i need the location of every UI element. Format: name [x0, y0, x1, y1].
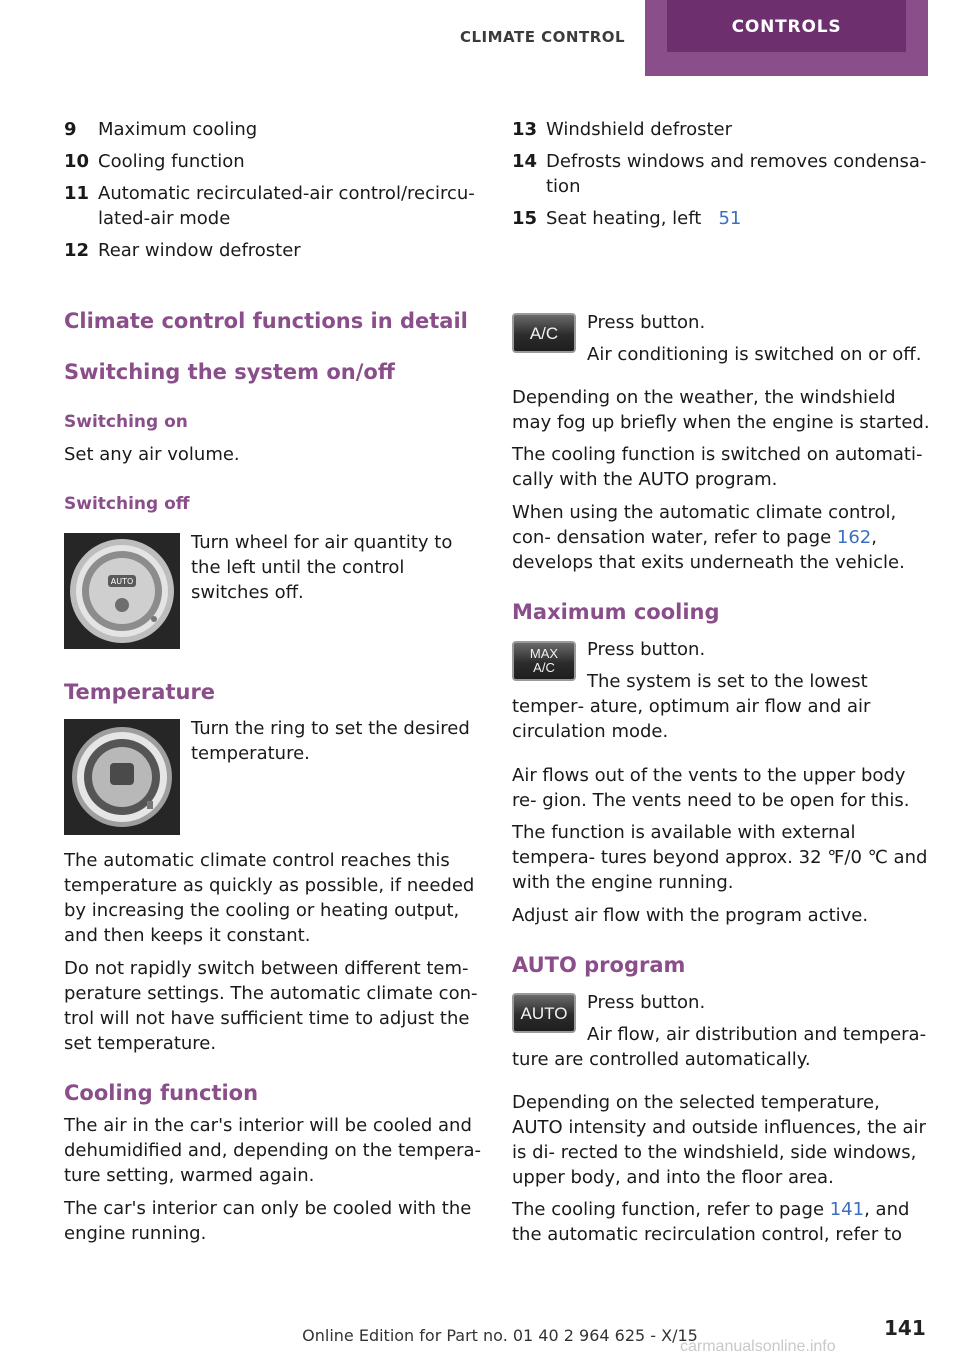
list-item-text: [546, 206, 932, 231]
page-link-141[interactable]: 141: [829, 1199, 865, 1220]
list-item-text: Maximum cooling: [98, 119, 258, 140]
footer-edition: Online Edition for Part no. 01 40 2 964 625 - X/15: [302, 1326, 698, 1345]
heading-auto-program: AUTO program: [512, 953, 686, 977]
list-item-number: 10: [64, 151, 90, 172]
text-auto-refer-a: The cooling function, refer to page: [512, 1199, 830, 1220]
text-switching-on: Set any air volume.: [64, 444, 240, 465]
list-item-number: 15: [512, 208, 538, 229]
text-auto-refer-b: , and the automatic recirculation control, refer to: [512, 1199, 910, 1245]
list-item-text: Cooling function: [98, 151, 245, 172]
text-auto-distribution: Depending on the selected temperature, AUTO intensity and outside influences, the air is di‐ rected to the windshield, side windows, upper body, and into the floor area.: [512, 1092, 926, 1188]
text-auto-controlled: Air flow, air distribution and tempera‐ ture are controlled automatically.: [512, 1024, 927, 1070]
heading-switching-off: Switching off: [64, 494, 190, 514]
list-item: [64, 238, 482, 263]
chapter-tab-inner: [667, 0, 906, 52]
list-item-text: Rear window defroster: [98, 240, 301, 261]
list-item: [512, 206, 932, 231]
text-temperature-reach: The automatic climate control reaches this temperature as quickly as possible, if needed by increasing the cooling or heating output, and then keeps it constant.: [64, 850, 475, 946]
text-cooling-1: The air in the car's interior will be cooled and dehumidified and, depending on the tempera‐ ture setting, warmed again.: [64, 1115, 482, 1186]
text-ac-condensation: [512, 500, 932, 575]
text-ac-auto: The cooling function is switched on automati‐ cally with the AUTO program.: [512, 444, 923, 490]
max-ac-label-top: MAX: [529, 646, 559, 661]
ac-button-image: [512, 313, 576, 353]
text-max-press: Press button.: [587, 639, 706, 660]
watermark: carmanualsonline.info: [680, 1338, 836, 1355]
text-ac-fog: Depending on the weather, the windshield may fog up briefly when the engine is started.: [512, 387, 930, 433]
text-cooling-2: The car's interior can only be cooled with the engine running.: [64, 1198, 472, 1244]
text-temperature-switch: Do not rapidly switch between different tem‐ perature settings. The automatic climate con‐ trol will not have sufficient time to adjust the set temperature.: [64, 958, 478, 1054]
text-ac-press: Press button.: [587, 312, 706, 333]
list-item-text: Windshield defroster: [546, 119, 733, 140]
section-tab: [440, 0, 645, 72]
list-item: [64, 149, 482, 174]
list-item: [512, 149, 932, 199]
chapter-tab: [645, 0, 928, 76]
section-tab-label: CLIMATE CONTROL: [459, 28, 626, 46]
list-item: [64, 117, 482, 142]
page-link-162[interactable]: 162: [836, 527, 872, 548]
text-ac-condensation-a: When using the automatic climate control, con‐ densation water, refer to page: [512, 502, 897, 548]
list-item: [512, 117, 932, 142]
temperature-ring-image: [64, 719, 180, 835]
list-item: [64, 181, 482, 231]
list-item-number: 11: [64, 183, 90, 204]
list-item-number: 12: [64, 240, 90, 261]
chapter-tab-label: CONTROLS: [731, 17, 842, 37]
text-max-vents: Air flows out of the vents to the upper body re‐ gion. The vents need to be open for this.: [512, 765, 910, 811]
page-number: 141: [884, 1316, 926, 1340]
heading-maximum-cooling: Maximum cooling: [512, 600, 720, 624]
max-ac-label-bottom: A/C: [533, 660, 555, 675]
list-item-number: 9: [64, 119, 77, 140]
ac-button-label: A/C: [529, 323, 559, 343]
air-volume-wheel-icon: [64, 533, 180, 649]
heading-temperature: Temperature: [64, 680, 216, 704]
list-item-text: Automatic recirculated-air control/recircu‐ lated-air mode: [98, 183, 475, 229]
heading-functions-detail: Climate control functions in detail: [64, 309, 468, 333]
right-numbered-list: [512, 117, 932, 238]
text-max-availability: The function is available with external tempera‐ tures beyond approx. 32 ℉/0 ℃ and with the engine running.: [512, 822, 928, 893]
dial-auto-label: AUTO: [110, 577, 134, 586]
heading-switching: Switching the system on/off: [64, 360, 395, 384]
temperature-ring-icon: [64, 719, 180, 835]
text-max-adjust: Adjust air flow with the program active.: [512, 905, 869, 926]
text-ac-condensation-b: , develops that exits underneath the vehicle.: [512, 527, 905, 573]
text-auto-press: Press button.: [587, 992, 706, 1013]
air-volume-wheel-image: [64, 533, 180, 649]
heading-cooling-function: Cooling function: [64, 1081, 259, 1105]
list-item-text-main: Seat heating, left: [546, 208, 702, 229]
list-item-number: 13: [512, 119, 538, 140]
left-numbered-list: [64, 117, 482, 270]
list-item-text: Defrosts windows and removes condensa‐ tion: [546, 151, 927, 197]
heading-switching-on: Switching on: [64, 412, 188, 432]
auto-button-label: AUTO: [520, 1003, 568, 1023]
page-link-51[interactable]: 51: [718, 208, 742, 229]
text-temperature-ring: Turn the ring to set the desired temperature.: [191, 718, 470, 764]
text-max-system: The system is set to the lowest temper‐ ature, optimum air flow and air circulation mode.: [512, 671, 871, 742]
text-switching-off: Turn wheel for air quantity to the left until the control switches off.: [191, 532, 453, 603]
text-ac-toggle: Air conditioning is switched on or off.: [587, 344, 922, 365]
text-auto-refer: [512, 1197, 932, 1247]
list-item-number: 14: [512, 151, 538, 172]
